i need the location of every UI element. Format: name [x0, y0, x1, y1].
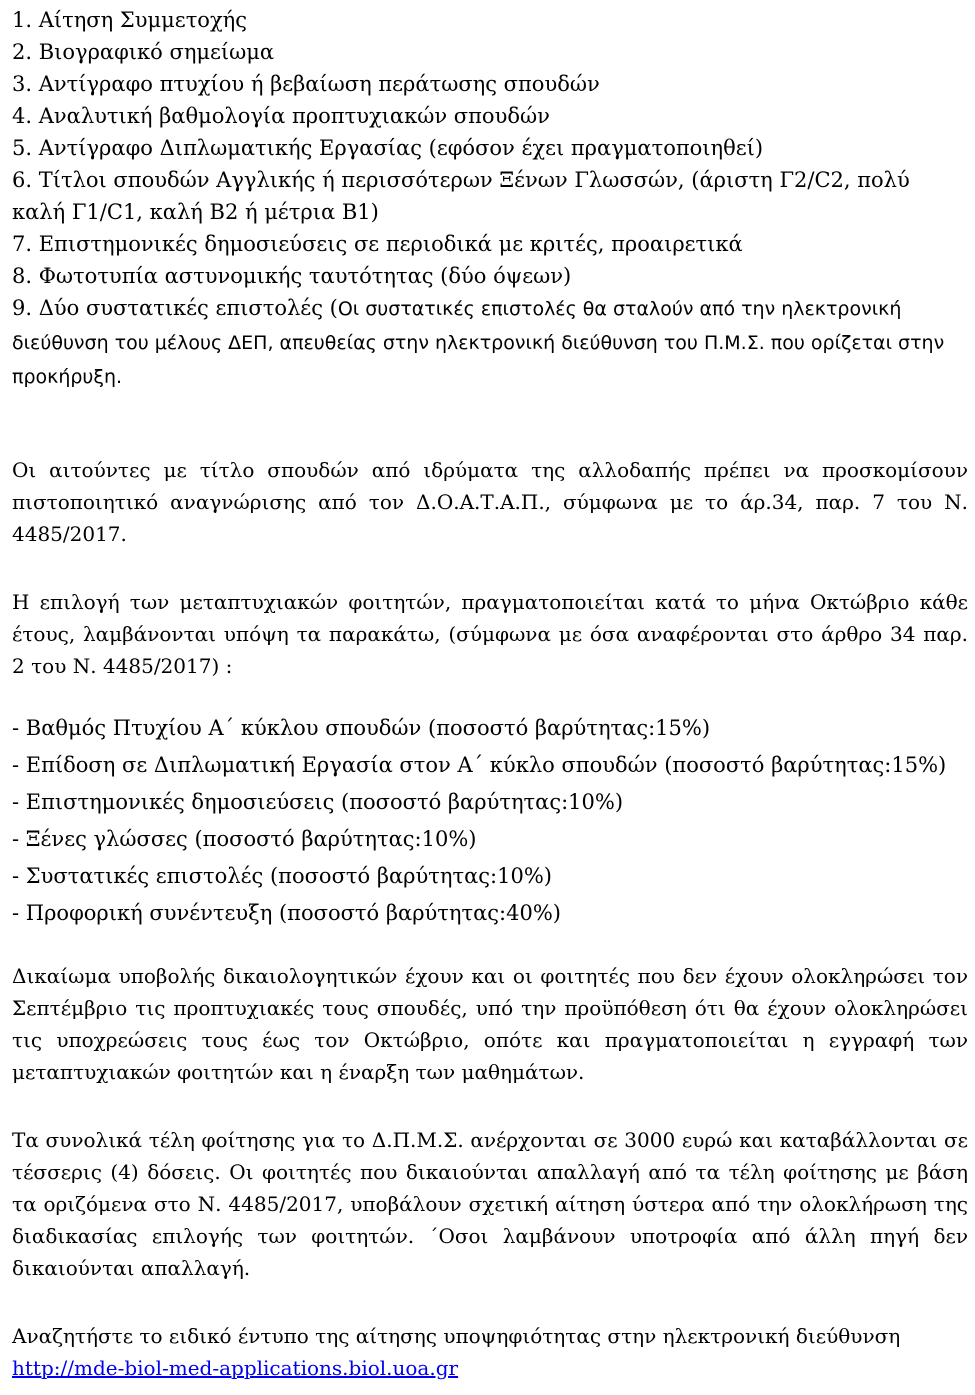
document-item-9-note: Οι συστατικές επιστολές θα σταλούν από την ηλεκτρονική διεύθυνση του μέλους ΔΕΠ, απευθείας στην ηλεκτρονική διεύθυνση του Π.Μ.Σ. που ορίζεται στην προκήρυξη.: [12, 298, 945, 388]
document-item-3: 3. Αντίγραφο πτυχίου ή βεβαίωση περάτωσης σπουδών: [12, 72, 600, 96]
spacer: [12, 1284, 968, 1320]
spacer: [12, 932, 968, 960]
document-item-5: 5. Αντίγραφο Διπλωματικής Εργασίας (εφόσον έχει πραγματοποιηθεί): [12, 136, 764, 160]
criterion-item: - Επιστημονικές δημοσιεύσεις (ποσοστό βαρύτητας:10%): [12, 790, 624, 814]
document-page: [12, 4, 968, 1384]
document-item-4: 4. Αναλυτική βαθμολογία προπτυχιακών σπουδών: [12, 104, 550, 128]
selection-criteria-list: [12, 710, 968, 932]
criterion-item: - Συστατικές επιστολές (ποσοστό βαρύτητας:10%): [12, 864, 552, 888]
document-item-8: 8. Φωτοτυπία αστυνομικής ταυτότητας (δύο όψεων): [12, 264, 572, 288]
application-form-link[interactable]: http://mde-biol-med-applications.biol.uoa.gr: [12, 1356, 459, 1380]
required-documents-list: [12, 4, 968, 394]
document-item-2: 2. Βιογραφικό σημείωμα: [12, 40, 275, 64]
spacer: [12, 550, 968, 586]
criterion-item: - Βαθμός Πτυχίου Α΄ κύκλου σπουδών (ποσοστό βαρύτητας:15%): [12, 716, 711, 740]
spacer: [12, 682, 968, 710]
document-item-9-lead: 9. Δύο συστατικές επιστολές (: [12, 296, 338, 320]
document-item-9: [12, 292, 968, 394]
document-item-7: 7. Επιστημονικές δημοσιεύσεις σε περιοδικά με κριτές, προαιρετικά: [12, 232, 743, 256]
eligibility-paragraph: Δικαίωμα υποβολής δικαιολογητικών έχουν και οι φοιτητές που δεν έχουν ολοκληρώσει τον Σεπτέμβριο τις προπτυχιακές τους σπουδές, υπό την προϋπόθεση ότι θα έχουν ολοκληρώσει τις υποχρεώσεις τους έως τον Οκτώβριο, οπότε και πραγματοποιείται η εγγραφή των μεταπτυχιακών φοιτητών και η έναρξη των μαθημάτων.: [12, 964, 968, 1084]
criterion-item: - Ξένες γλώσσες (ποσοστό βαρύτητας:10%): [12, 827, 477, 851]
application-form-paragraph: Αναζητήστε το ειδικό έντυπο της αίτησης υποψηφιότητας στην ηλεκτρονική διεύθυνση: [12, 1324, 901, 1348]
criterion-item: - Επίδοση σε Διπλωματική Εργασία στον Α΄ κύκλο σπουδών (ποσοστό βαρύτητας:15%): [12, 753, 947, 777]
selection-paragraph: Η επιλογή των μεταπτυχιακών φοιτητών, πραγματοποιείται κατά το μήνα Οκτώβριο κάθε έτους, λαμβάνονται υπόψη τα παρακάτω, (σύμφωνα με όσα αναφέρονται στο άρθρο 34 παρ. 2 του Ν. 4485/2017) :: [12, 590, 968, 678]
spacer: [12, 1088, 968, 1124]
criterion-item: - Προφορική συνέντευξη (ποσοστό βαρύτητας:40%): [12, 901, 562, 925]
fees-paragraph: Τα συνολικά τέλη φοίτησης για το Δ.Π.Μ.Σ. ανέρχονται σε 3000 ευρώ και καταβάλλονται σε τέσσερις (4) δόσεις. Οι φοιτητές που δικαιούνται απαλλαγή από τα τέλη φοίτησης με βάση τα οριζόμενα στο Ν. 4485/2017, υποβάλουν σχετική αίτηση ύστερα από την ολοκλήρωση της διαδικασίας επιλογής των φοιτητών. ΄Οσοι λαμβάνουν υποτροφία από άλλη πηγή δεν δικαιούνται απαλλαγή.: [12, 1128, 968, 1280]
spacer: [12, 394, 968, 454]
document-item-6: 6. Τίτλοι σπουδών Αγγλικής ή περισσότερων Ξένων Γλωσσών, (άριστη Γ2/C2, πολύ καλή Γ1/C1, καλή Β2 ή μέτρια Β1): [12, 168, 910, 224]
document-item-1: 1. Αίτηση Συμμετοχής: [12, 8, 248, 32]
foreign-degree-paragraph: Οι αιτούντες με τίτλο σπουδών από ιδρύματα της αλλοδαπής πρέπει να προσκομίσουν πιστοποιητικό αναγνώρισης από τον Δ.Ο.Α.Τ.Α.Π., σύμφωνα με το άρ.34, παρ. 7 του Ν. 4485/2017.: [12, 458, 968, 546]
